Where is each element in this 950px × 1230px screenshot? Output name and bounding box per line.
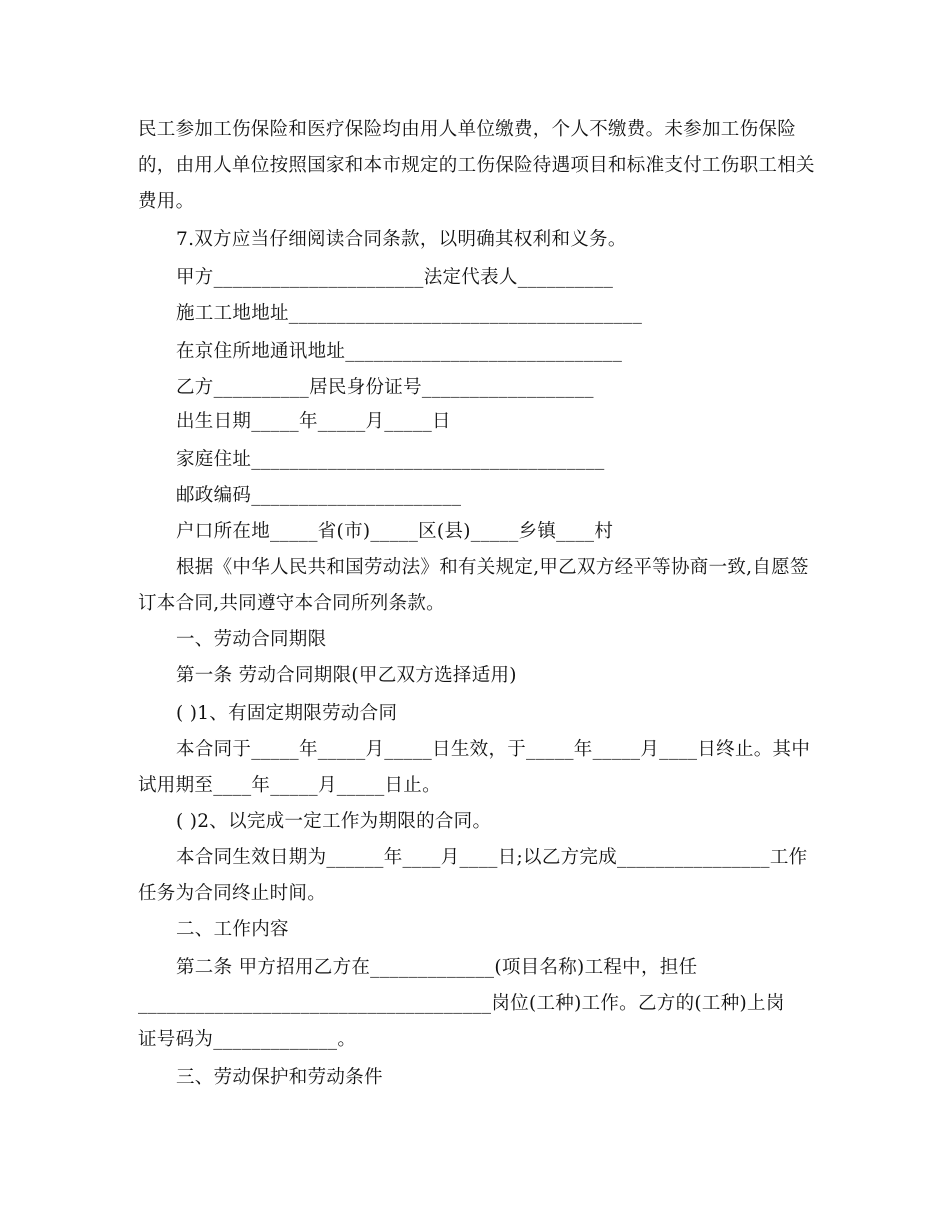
- paragraph-line: 任务为合同终止时间。: [138, 883, 327, 904]
- postal-code-field: 邮政编码______________________: [176, 485, 462, 506]
- section-heading: 二、工作内容: [176, 919, 289, 940]
- section-heading: 三、劳动保护和劳动条件: [176, 1067, 383, 1088]
- paragraph-line: 订本合同,共同遵守本合同所列条款。: [138, 593, 445, 614]
- paragraph-line: 本合同于_____年_____月_____日生效，于_____年_____月____日终止。其中: [176, 739, 811, 760]
- clause-7: 7.双方应当仔细阅读合同条款，以明确其权利和义务。: [176, 229, 627, 250]
- paragraph-line: _____________________________________岗位(工种)工作。乙方的(工种)上岗: [138, 993, 785, 1014]
- birth-date-field: 出生日期_____年_____月_____日: [176, 411, 451, 432]
- paragraph-line: 本合同生效日期为______年____月____日;以乙方完成________________工作: [176, 847, 808, 868]
- home-address-field: 家庭住址_____________________________________: [176, 449, 605, 470]
- paragraph-line: 的，由用人单位按照国家和本市规定的工伤保险待遇项目和标准支付工伤职工相关: [138, 155, 815, 176]
- section-heading: 一、劳动合同期限: [176, 629, 327, 650]
- paragraph-line: 证号码为_____________。: [138, 1029, 357, 1050]
- article-title: 第二条 甲方招用乙方在_____________(项目名称)工程中，担任: [176, 957, 698, 978]
- paragraph-line: 根据《中华人民共和国劳动法》和有关规定,甲乙双方经平等协商一致,自愿签: [176, 557, 809, 578]
- option-fixed-term: ( )1、有固定期限劳动合同: [176, 703, 398, 724]
- beijing-address-field: 在京住所地通讯地址_____________________________: [176, 341, 623, 362]
- article-title: 第一条 劳动合同期限(甲乙双方选择适用): [176, 665, 517, 686]
- party-b-field: 乙方__________居民身份证号__________________: [176, 377, 594, 398]
- paragraph-line: 试用期至____年_____月_____日止。: [138, 775, 441, 796]
- paragraph-line: 民工参加工伤保险和医疗保险均由用人单位缴费，个人不缴费。未参加工伤保险: [138, 119, 797, 140]
- option-task-term: ( )2、以完成一定工作为期限的合同。: [176, 811, 492, 832]
- paragraph-line: 费用。: [138, 191, 195, 212]
- hukou-field: 户口所在地_____省(市)_____区(县)_____乡镇____村: [176, 521, 614, 542]
- site-address-field: 施工工地地址_____________________________________: [176, 303, 643, 324]
- party-a-field: 甲方______________________法定代表人__________: [176, 267, 614, 288]
